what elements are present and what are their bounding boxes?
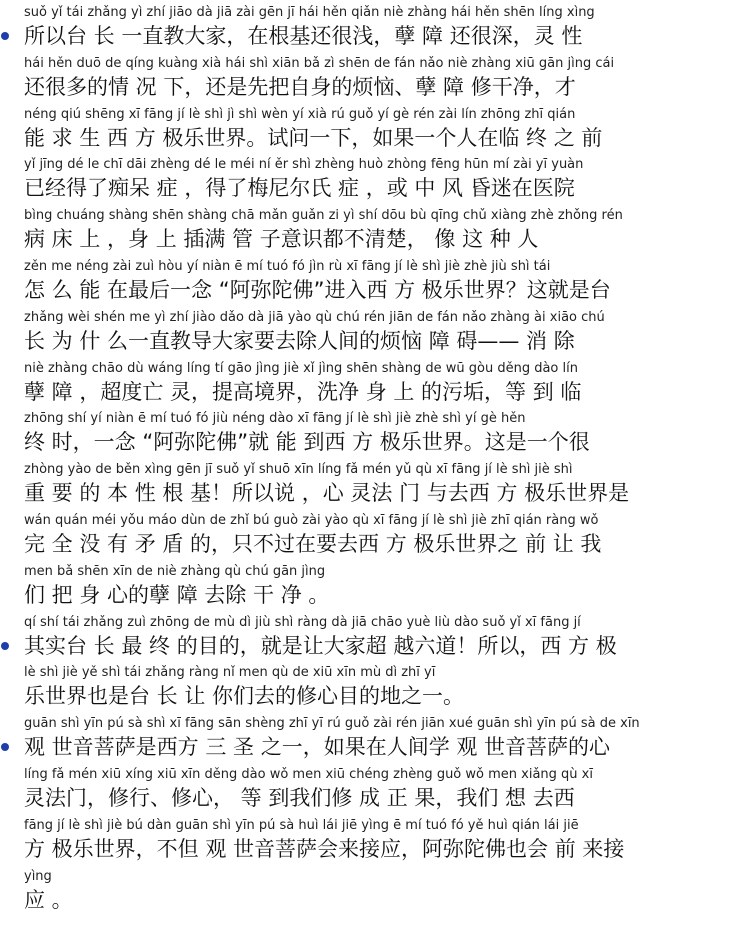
pinyin-line: zěn me néng zài zuì hòu yí niàn ē mí tuó fó jìn rù xī fāng jí lè shì jiè zhè jiù shì tái: [24, 259, 551, 274]
bullet-icon: [1, 743, 9, 751]
bullet-icon: [1, 642, 9, 650]
pinyin-line: néng qiú shēng xī fāng jí lè shì jì shì wèn yí xià rú guǒ yí gè rén zài lín zhōng zhī qián: [24, 106, 576, 122]
chinese-text-line: 已经得了痴呆 症 ，得了梅尼尔氏 症 ，或 中 风 昏迷在医院: [24, 176, 575, 201]
bullet-icon: [1, 32, 9, 40]
pinyin-line: hái hěn duō de qíng kuàng xià hái shì xiān bǎ zì shēn de fán nǎo niè zhàng xiū gān jìng cái: [24, 55, 615, 71]
chinese-text-line: 孽 障 ，超度亡 灵，提高境界，洗净 身 上 的污垢，等 到 临: [24, 379, 582, 404]
chinese-text-line: 方 极乐世界，不但 观 世音菩萨会来接应，阿弥陀佛也会 前 来接: [24, 836, 625, 861]
chinese-text-line: 完 全 没 有 矛 盾 的，只不过在要去西 方 极乐世界之 前 让 我: [24, 532, 602, 556]
pinyin-line: zhòng yào de běn xìng gēn jī suǒ yǐ shuō xīn líng fǎ mén yǔ qù xī fāng jí lè shì jiè shì: [24, 462, 573, 478]
chinese-text-line: 终 时，一念 “阿弥陀佛”就 能 到西 方 极乐世界。这是一个很: [24, 430, 590, 455]
pinyin-line: líng fǎ mén xiū xíng xiū xīn děng dào wǒ men xiū chéng zhèng guǒ wǒ men xiǎng qù xī: [24, 767, 593, 782]
chinese-text-line: 乐世界也是台 长 让 你们去的修心目的地之一。: [24, 684, 465, 709]
pinyin-line: yǐ jīng dé le chī dāi zhèng dé le méi ní ěr shì zhèng huò zhòng fēng hūn mí zài yī yuàn: [24, 157, 584, 173]
chinese-text-line: 病 床 上 ，身 上 插满 管 子意识都不清楚， 像 这 种 人: [24, 227, 539, 252]
pinyin-line: guān shì yīn pú sà shì xī fāng sān shèng zhī yī rú guǒ zài rén jiān xué guān shì yīn pú sà de xīn: [24, 716, 640, 732]
pinyin-line: zhǎng wèi shén me yì zhí jiào dǎo dà jiā yào qù chú rén jiān de fán nǎo zhàng ài xiāo chú: [24, 309, 605, 325]
chinese-text-line: 能 求 生 西 方 极乐世界。试问一下，如果一个人在临 终 之 前: [24, 125, 603, 150]
chinese-text-line: 长 为 什 么一直教导大家要去除人间的烦恼 障 碍—— 消 除: [24, 328, 575, 353]
pinyin-line: yìng: [24, 868, 52, 884]
chinese-text-line: 观 世音菩萨是西方 三 圣 之一，如果在人间学 观 世音菩萨的心: [24, 735, 611, 760]
chinese-text-line: 灵法门，修行、修心， 等 到我们修 成 正 果，我们 想 去西: [24, 786, 575, 810]
chinese-text-line: 还很多的情 况 下，还是先把自身的烦恼、孽 障 修干净，才: [24, 74, 576, 99]
chinese-text-line: 们 把 身 心的孽 障 去除 干 净 。: [24, 582, 330, 607]
pinyin-line: zhōng shí yí niàn ē mí tuó fó jiù néng dào xī fāng jí lè shì jiè zhè shì yí gè hěn: [24, 411, 526, 427]
chinese-text-line: 重 要 的 本 性 根 基！所以说 ，心 灵法 门 与去西 方 极乐世界是: [24, 481, 630, 506]
pinyin-line: men bǎ shēn xīn de niè zhàng qù chú gān jìng: [24, 563, 326, 579]
chinese-text-line: 怎 么 能 在最后一念 “阿弥陀佛”进入西 方 极乐世界？这就是台: [24, 278, 611, 302]
pinyin-line: fāng jí lè shì jiè bú dàn guān shì yīn pú sà huì lái jiē yìng ē mí tuó fó yě huì qián lái jiē: [24, 817, 579, 833]
pinyin-line: suǒ yǐ tái zhǎng yì zhí jiāo dà jiā zài gēn jī hái hěn qiǎn niè zhàng hái hěn shēn líng xìng: [24, 5, 595, 20]
pinyin-line: bìng chuáng shàng shēn shàng chā mǎn guǎn zi yì shí dōu bù qīng chǔ xiàng zhè zhǒng rén: [24, 208, 623, 224]
chinese-text-line: 所以台 长 一直教大家，在根基还很浅，孽 障 还很深，灵 性: [24, 24, 583, 48]
pinyin-line: lè shì jiè yě shì tái zhǎng ràng nǐ men qù de xiū xīn mù dì zhī yī: [24, 665, 436, 681]
pinyin-line: qí shí tái zhǎng zuì zhōng de mù dì jiù shì ràng dà jiā chāo yuè liù dào suǒ yǐ xī fāng jí: [24, 614, 581, 630]
pinyin-line: niè zhàng chāo dù wáng líng tí gāo jìng jiè xǐ jìng shēn shàng de wū gòu děng dào lín: [24, 360, 578, 376]
chinese-text-line: 其实台 长 最 终 的目的，就是让大家超 越六道！所以，西 方 极: [24, 633, 617, 658]
chinese-text-line: 应 。: [24, 887, 73, 912]
pinyin-line: wán quán méi yǒu máo dùn de zhǐ bú guò zài yào qù xī fāng jí lè shì jiè zhī qián ràng wǒ: [24, 513, 599, 528]
